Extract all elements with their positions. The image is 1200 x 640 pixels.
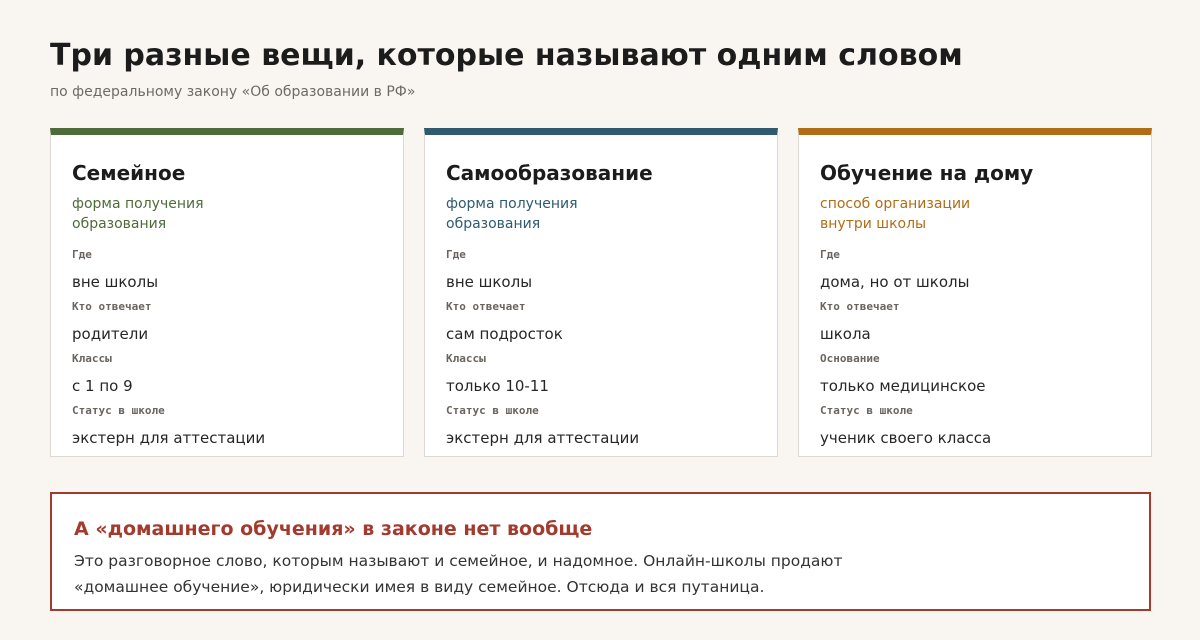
fact-label-responsible: Кто отвечает [72,300,152,313]
fact-value-grades: с 1 по 9 [72,377,133,395]
fact-label-where: Где [72,248,92,261]
fact-value-status: экстерн для аттестации [72,429,266,447]
fact-value-where: вне школы [72,273,159,291]
fact-value-basis: только медицинское [820,377,986,395]
fact-value-where: дома, но от школы [820,273,970,291]
card-facts [72,246,382,454]
fact-value-status: экстерн для аттестации [446,429,640,447]
page-title: Три разные вещи, которые называют одним словом [50,38,963,73]
fact-label-where: Где [820,248,840,261]
card-facts [446,246,756,454]
fact-value-where: вне школы [446,273,533,291]
card-type: форма получения образования [446,196,578,232]
card-facts [820,246,1130,454]
fact-label-where: Где [446,248,466,261]
fact-value-responsible: школа [820,325,871,343]
fact-label-grades: Классы [446,352,486,365]
fact-label-basis: Основание [820,352,880,365]
fact-label-responsible: Кто отвечает [446,300,526,313]
card-title: Семейное [72,161,186,185]
comparison-cards [50,128,1152,457]
fact-value-grades: только 10-11 [446,377,549,395]
card-title: Обучение на дому [820,161,1034,185]
note-title: А «домашнего обучения» в законе нет вообще [74,518,593,540]
fact-value-responsible: сам подросток [446,325,563,343]
fact-value-responsible: родители [72,325,149,343]
card-family-education [50,128,404,457]
card-self-education [424,128,778,457]
note-box [50,492,1151,611]
card-home-schooling [798,128,1152,457]
card-type: форма получения образования [72,196,204,232]
fact-value-status: ученик своего класса [820,429,992,447]
fact-label-status: Статус в школе [446,404,539,417]
fact-label-status: Статус в школе [72,404,165,417]
card-title: Самообразование [446,161,653,185]
note-text: Это разговорное слово, которым называют и семейное, и надомное. Онлайн-школы продают «домашнее обучение», юридически имея в виду семейное. Отсюда и вся путаница. [74,552,843,596]
page-subtitle: по федеральному закону «Об образовании в РФ» [50,84,416,100]
fact-label-grades: Классы [72,352,112,365]
fact-label-responsible: Кто отвечает [820,300,900,313]
fact-label-status: Статус в школе [820,404,913,417]
card-type: способ организации внутри школы [820,196,971,232]
